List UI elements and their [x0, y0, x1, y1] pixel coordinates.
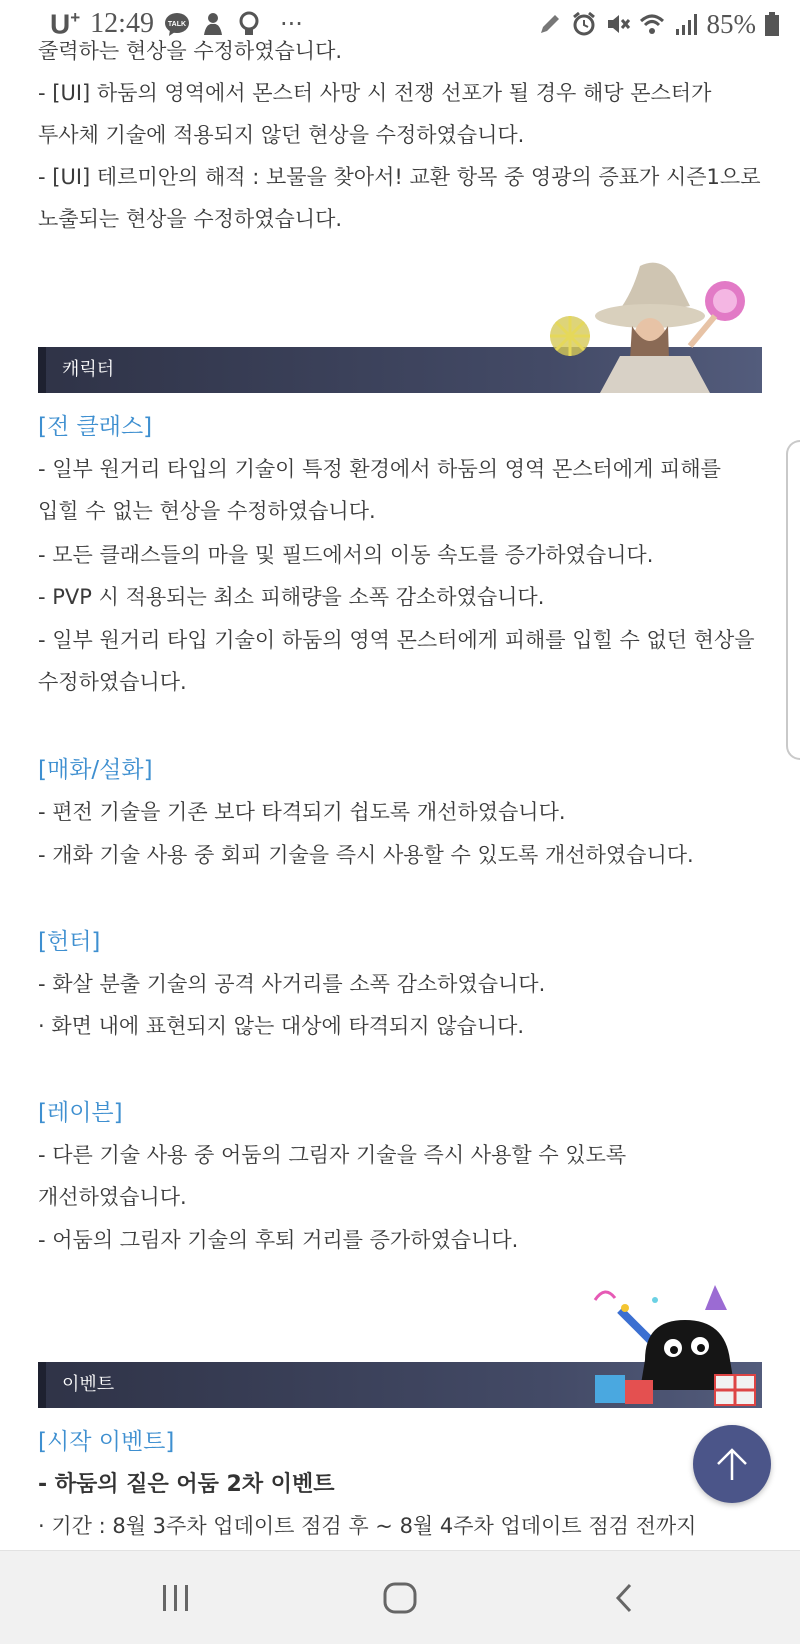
- wifi-icon: [639, 11, 665, 37]
- patch-note-line: - 일부 원거리 타입의 기술이 특정 환경에서 하둠의 영역 몬스터에게 피해를: [38, 457, 721, 481]
- recents-icon: [160, 1583, 192, 1613]
- patch-note-line: - 모든 클래스들의 마을 및 필드에서의 이동 속도를 증가하였습니다.: [38, 543, 654, 567]
- arrow-up-icon: [712, 1444, 752, 1484]
- event-name: - 하둠의 짙은 어둠 2차 이벤트: [38, 1472, 335, 1497]
- recents-button[interactable]: [146, 1573, 206, 1623]
- signal-icon: [673, 11, 699, 37]
- alarm-icon: [571, 11, 597, 37]
- battery-icon: [764, 11, 780, 37]
- patch-note-line: - 화살 분출 기술의 공격 사거리를 소폭 감소하였습니다.: [38, 972, 546, 996]
- status-bar: [0, 0, 800, 48]
- battery-percent: 85%: [706, 8, 756, 39]
- intro-line: 줄력하는 현상을 수정하였습니다.: [38, 39, 343, 63]
- patch-note-line: - 개화 기술 사용 중 회피 기술을 즉시 사용할 수 있도록 개선하였습니다.: [38, 843, 694, 867]
- lightbulb-icon: [236, 11, 262, 37]
- character-section-title: 캐릭터: [62, 359, 115, 380]
- carrier-label: U+: [50, 7, 81, 40]
- section-bar-accent: [38, 1362, 46, 1408]
- back-icon: [612, 1581, 636, 1615]
- home-button[interactable]: [370, 1573, 430, 1623]
- class-heading-raven: [레이븐]: [38, 1100, 123, 1126]
- intro-line: 투사체 기술에 적용되지 않던 현상을 수정하였습니다.: [38, 123, 525, 147]
- intro-line: 노출되는 현상을 수정하였습니다.: [38, 207, 343, 231]
- patch-note-line: 개선하였습니다.: [38, 1185, 187, 1209]
- patch-note-line: · 화면 내에 표현되지 않는 대상에 타격되지 않습니다.: [38, 1014, 525, 1038]
- event-period: · 기간 : 8월 3주차 업데이트 점검 후 ~ 8월 4주차 업데이트 점검 전까지: [38, 1514, 697, 1538]
- edge-panel-handle[interactable]: [786, 440, 800, 760]
- event-section-title: 이벤트: [62, 1374, 115, 1395]
- patch-note-line: - 어둠의 그림자 기술의 후퇴 거리를 증가하였습니다.: [38, 1228, 519, 1252]
- section-bar-accent: [38, 347, 46, 393]
- patch-note-line: 입힐 수 없는 현상을 수정하였습니다.: [38, 499, 376, 523]
- intro-line: - [UI] 하둠의 영역에서 몬스터 사망 시 전쟁 선포가 될 경우 해당 몬스터가: [38, 81, 712, 105]
- party-mascot-illustration: [585, 1280, 762, 1408]
- drawing-app-icon: [200, 11, 226, 37]
- home-icon: [382, 1581, 418, 1615]
- intro-line: - [UI] 테르미안의 해적 : 보물을 찾아서! 교환 항목 중 영광의 증표가 시즌1으로: [38, 165, 761, 189]
- scroll-to-top-button[interactable]: [693, 1425, 771, 1503]
- witch-character-illustration: [540, 256, 762, 393]
- class-heading-maehwa: [매화/설화]: [38, 757, 153, 783]
- talk-icon: [164, 11, 190, 37]
- mute-icon: [605, 11, 631, 37]
- status-time: 12:49: [90, 7, 154, 39]
- class-heading-all: [전 클래스]: [38, 414, 153, 440]
- event-heading: [시작 이벤트]: [38, 1429, 175, 1455]
- patch-note-line: 수정하였습니다.: [38, 670, 187, 694]
- patch-note-line: - 일부 원거리 타입 기술이 하둠의 영역 몬스터에게 피해를 입힐 수 없던 현상을: [38, 628, 755, 652]
- patch-note-line: - 다른 기술 사용 중 어둠의 그림자 기술을 즉시 사용할 수 있도록: [38, 1143, 627, 1167]
- navigation-bar: [0, 1550, 800, 1644]
- class-heading-hunter: [헌터]: [38, 929, 101, 955]
- more-notifications-indicator: ···: [279, 9, 303, 38]
- back-button[interactable]: [594, 1573, 654, 1623]
- patch-note-line: - 편전 기술을 기존 보다 타격되기 쉽도록 개선하였습니다.: [38, 800, 566, 824]
- pen-icon: [537, 11, 563, 37]
- svg-text:TALK: TALK: [167, 20, 187, 28]
- patch-note-line: - PVP 시 적용되는 최소 피해량을 소폭 감소하였습니다.: [38, 585, 545, 609]
